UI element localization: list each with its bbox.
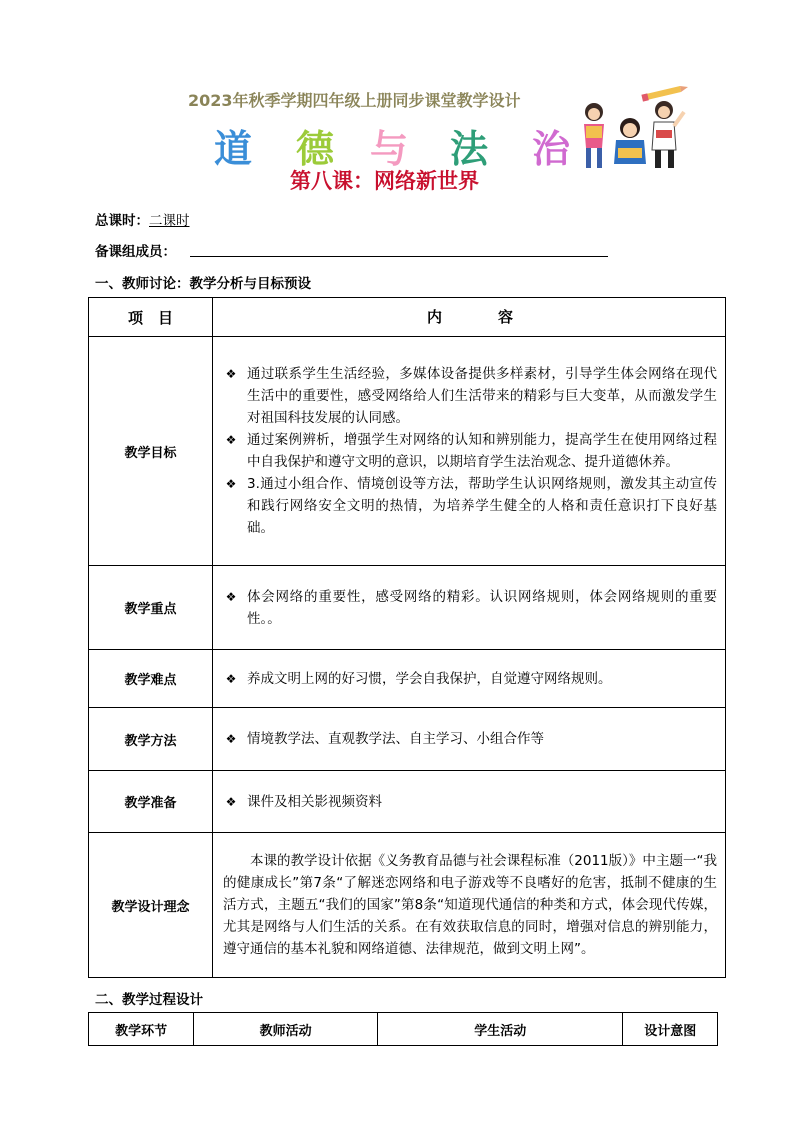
list-item: ❖ 体会网络的重要性，感受网络的精彩。认识网络规则，体会网络规则的重要性。。 bbox=[223, 586, 717, 630]
row-label-objectives: 教学目标 bbox=[89, 337, 213, 566]
table-row bbox=[89, 566, 726, 650]
row-label-preparation: 教学准备 bbox=[89, 771, 213, 833]
table-header-row bbox=[89, 1013, 718, 1046]
header-content bbox=[213, 298, 726, 337]
process-table bbox=[88, 1012, 718, 1046]
total-hours-label: 总课时： bbox=[95, 213, 149, 229]
subject-char: 治 bbox=[532, 127, 571, 171]
diamond-bullet-icon: ❖ bbox=[225, 589, 237, 604]
table-header-row bbox=[89, 298, 726, 337]
subject-char: 法 bbox=[450, 127, 489, 171]
list-item: ❖ 养成文明上网的好习惯，学会自我保护，自觉遵守网络规则。 bbox=[223, 668, 717, 690]
header-content-char: 内 bbox=[426, 308, 442, 326]
diamond-bullet-icon: ❖ bbox=[225, 732, 237, 746]
table-row bbox=[89, 771, 726, 833]
row-content-design-concept bbox=[213, 833, 726, 978]
subject-char: 德 bbox=[296, 127, 335, 171]
row-label-design-concept: 教学设计理念 bbox=[89, 833, 213, 978]
row-content-key-points bbox=[213, 566, 726, 650]
diamond-bullet-icon: ❖ bbox=[225, 794, 237, 809]
total-hours-value: 二课时 bbox=[149, 213, 190, 229]
row-content-difficulties bbox=[213, 650, 726, 708]
diamond-bullet-icon: ❖ bbox=[225, 433, 237, 447]
student-middle bbox=[614, 118, 646, 164]
section-1-title: 一、教师讨论：教学分析与目标预设 bbox=[95, 276, 311, 292]
header-item: 项 目 bbox=[89, 298, 213, 337]
table-row bbox=[89, 833, 726, 978]
row-content-preparation bbox=[213, 771, 726, 833]
table-row bbox=[89, 650, 726, 708]
design-concept-paragraph: 本课的教学设计依据《义务教育品德与社会课程标准（2011版）》中主题一“我的健康成长”第7条“了解迷恋网络和电子游戏等不良嗜好的危害，抵制不健康的生活方式，主题五“我们的国家”第8条“知道现代通信的种类和方式，体会现代传媒，尤其是网络与人们生活的关系。在有效获取信息的同时，增强对信息的辨别能力，遵守通信的基本礼貌和网络道德、法律规范，做到文明上网”。 bbox=[223, 853, 717, 957]
column-header-stage: 教学环节 bbox=[89, 1013, 194, 1046]
pencil-icon bbox=[641, 86, 688, 102]
list-item: ❖ 3.通过小组合作、情境创设等方法，帮助学生认识网络规则，激发其主动宣传和践行网络安全文明的热情，为培养学生健全的人格和责任意识打下良好基础。 bbox=[223, 473, 717, 539]
series-title: 2023年秋季学期四年级上册同步课堂教学设计 bbox=[188, 91, 521, 110]
column-header-teacher-activity: 教师活动 bbox=[194, 1013, 378, 1046]
students-illustration bbox=[572, 82, 690, 172]
list-item: ❖ 情境教学法、直观教学法、自主学习、小组合作等 bbox=[223, 728, 717, 750]
row-content-objectives bbox=[213, 337, 726, 566]
list-item: ❖ 通过案例辨析，增强学生对网络的认知和辨别能力，提高学生在使用网络过程中自我保护和遵守文明的意识，以期培育学生法治观念、提升道德休养。 bbox=[223, 429, 717, 473]
lesson-title: 第八课：网络新世界 bbox=[290, 168, 479, 193]
subject-char: 与 bbox=[370, 127, 409, 171]
row-content-methods bbox=[213, 708, 726, 771]
student-right bbox=[652, 101, 684, 168]
header-content-char: 容 bbox=[498, 308, 514, 326]
section-2-title: 二、教学过程设计 bbox=[95, 992, 203, 1008]
column-header-design-intent: 设计意图 bbox=[623, 1013, 718, 1046]
row-label-difficulties: 教学难点 bbox=[89, 650, 213, 708]
group-members-label: 备课组成员： bbox=[95, 244, 176, 260]
table-row bbox=[89, 708, 726, 771]
row-label-methods: 教学方法 bbox=[89, 708, 213, 771]
list-item: ❖ 课件及相关影视频资料 bbox=[223, 791, 717, 813]
diamond-bullet-icon: ❖ bbox=[225, 477, 237, 491]
group-members-line bbox=[190, 256, 608, 257]
student-left bbox=[584, 103, 604, 168]
total-hours bbox=[95, 209, 190, 229]
subject-char: 道 bbox=[214, 127, 253, 171]
list-item: ❖ 通过联系学生生活经验，多媒体设备提供多样素材，引导学生体会网络在现代生活中的重要性，感受网络给人们生活带来的精彩与巨大变革，从而激发学生对祖国科技发展的认同感。 bbox=[223, 363, 717, 429]
diamond-bullet-icon: ❖ bbox=[225, 367, 237, 381]
analysis-table bbox=[88, 297, 726, 978]
column-header-student-activity: 学生活动 bbox=[378, 1013, 623, 1046]
row-label-key-points: 教学重点 bbox=[89, 566, 213, 650]
diamond-bullet-icon: ❖ bbox=[225, 671, 237, 686]
table-row bbox=[89, 337, 726, 566]
